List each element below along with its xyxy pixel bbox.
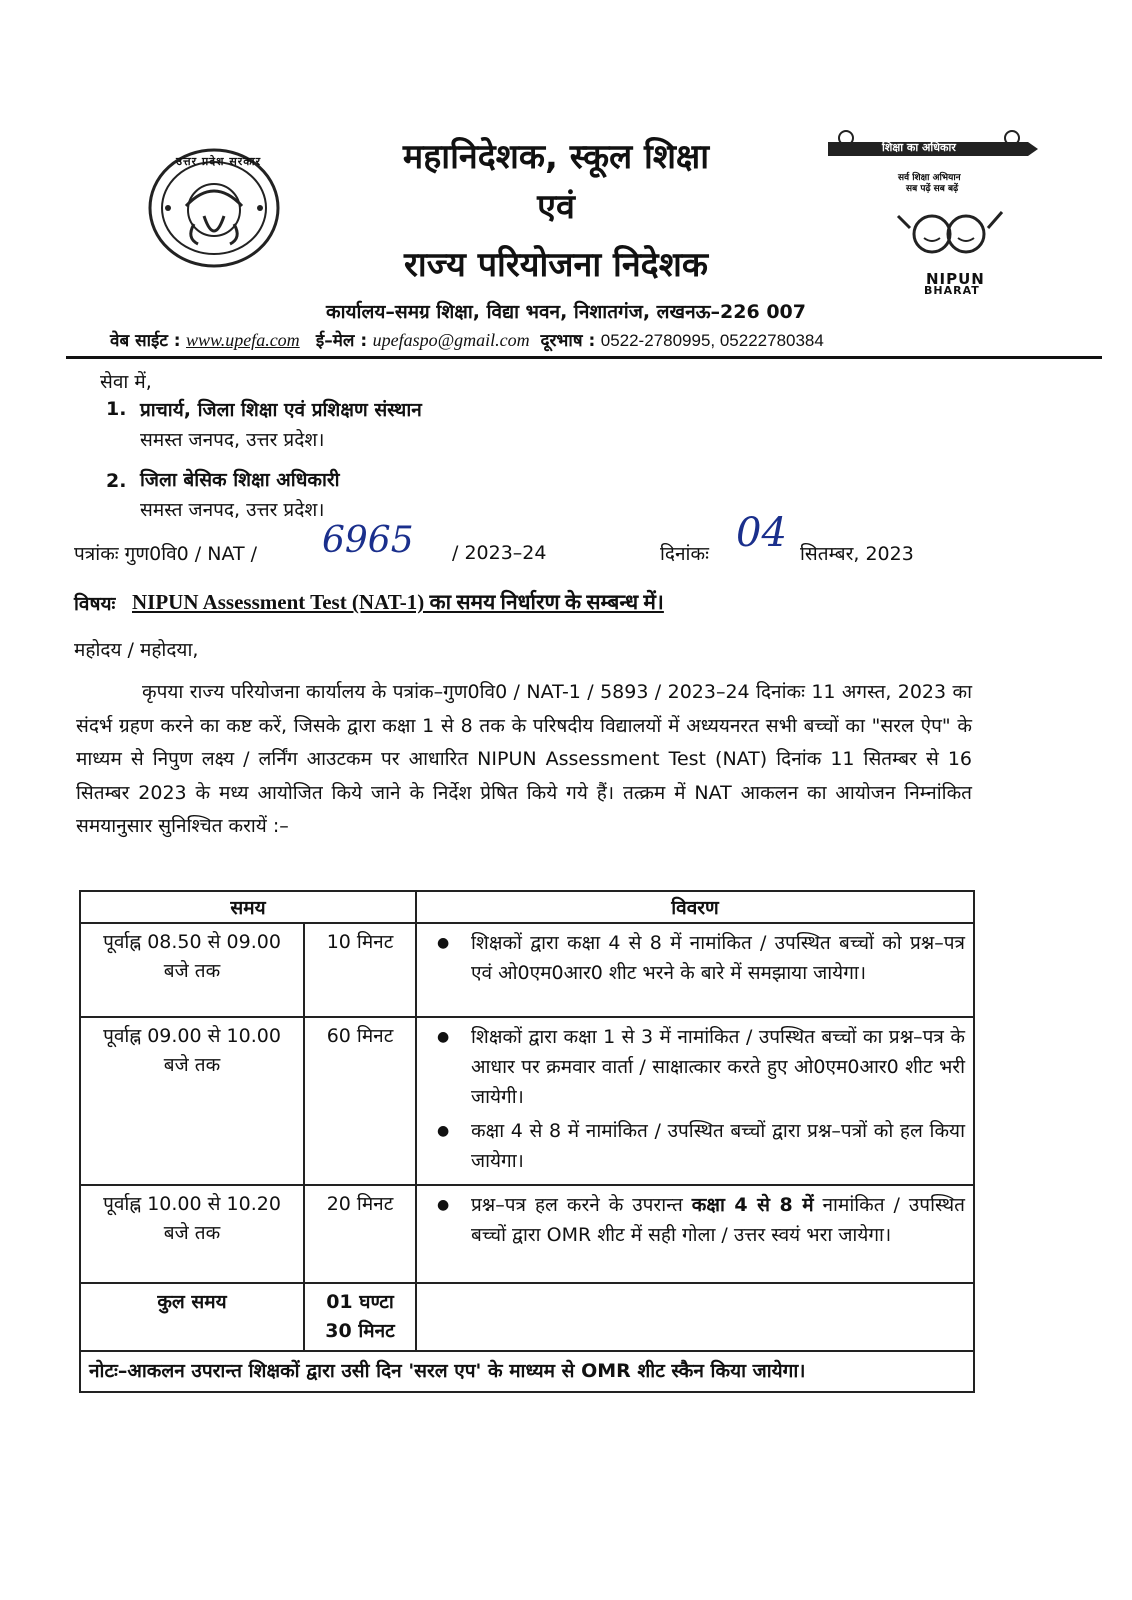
ref-prefix: पत्रांकः गुण0वि0 / NAT / [74, 543, 258, 565]
header-title-line2: एवं [537, 187, 575, 227]
header-description: विवरण [416, 891, 974, 923]
table-row [80, 1185, 974, 1283]
greeting: महोदय / महोदया, [74, 639, 199, 661]
date-day-handwritten: 04 [736, 510, 787, 556]
row-1-description [416, 923, 974, 1017]
ssa-tagline: सब पढ़ें सब बढ़ें [906, 184, 959, 194]
contact-line [110, 328, 824, 351]
ssa-logo-text: सर्व शिक्षा अभियान [898, 173, 961, 183]
row-1-point-1: ● शिक्षकों द्वारा कक्षा 4 से 8 में नामांकित / उपस्थित बच्चों को प्रश्न–पत्र एवं ओ0एम0आर0 शीट भरने के बारे में समझाया जायेगा। [445, 928, 965, 988]
note-row [80, 1351, 974, 1392]
recipient-2-title: जिला बेसिक शिक्षा अधिकारी [140, 469, 340, 491]
subject-text: NIPUN Assessment Test (NAT-1) का समय निर्धारण के सम्बन्ध में। [132, 590, 664, 614]
row-3-point-bold: कक्षा 4 से 8 में [691, 1194, 814, 1216]
bharat-text: BHARAT [924, 284, 980, 297]
subject-label: विषयः [74, 593, 116, 615]
phone-numbers: 0522-2780995, 05222780384 [600, 331, 824, 350]
email-label: ई–मेल : [315, 331, 368, 351]
total-line-2: 30 मिनट [325, 1320, 395, 1342]
row-3-point-1 [445, 1190, 965, 1250]
header-title-line1: महानिदेशक, स्कूल शिक्षा [402, 137, 710, 177]
table-row [80, 923, 974, 1017]
note-text: नोटः–आकलन उपरान्त शिक्षकों द्वारा उसी दिन 'सरल एप' के माध्यम से OMR शीट स्कैन किया जायेगा। [80, 1351, 974, 1392]
website-label: वेब साईट : [110, 331, 181, 351]
row-3-duration: 20 मिनट [304, 1185, 416, 1283]
table-row [80, 1017, 974, 1185]
header-divider [66, 356, 1102, 359]
row-2-time: पूर्वाह्न 09.00 से 10.00 बजे तक [80, 1017, 304, 1185]
row-1-time: पूर्वाह्न 08.50 से 09.00 बजे तक [80, 923, 304, 1017]
row-1-duration: 10 मिनट [304, 923, 416, 1017]
ref-number-handwritten: 6965 [322, 520, 414, 561]
row-3-time: पूर्वाह्न 10.00 से 10.20 बजे तक [80, 1185, 304, 1283]
date-label: दिनांकः [660, 543, 709, 565]
recipient-1-sub: समस्त जनपद, उत्तर प्रदेश। [140, 429, 325, 451]
recipient-1-title: प्राचार्य, जिला शिक्षा एवं प्रशिक्षण संस्थान [140, 399, 422, 421]
ref-suffix: / 2023–24 [452, 542, 547, 564]
total-label: कुल समय [80, 1283, 304, 1351]
office-address: कार्यालय–समग्र शिक्षा, विद्या भवन, निशातगंज, लखनऊ–226 007 [326, 301, 806, 323]
total-row [80, 1283, 974, 1351]
row-2-description [416, 1017, 974, 1185]
header-time: समय [80, 891, 416, 923]
nipun-text: NIPUN [926, 270, 985, 288]
rte-logo-text: शिक्षा का अधिकार [882, 141, 956, 154]
recipient-2-num: 2. [106, 470, 127, 492]
header-title-line3: राज्य परियोजना निदेशक [404, 245, 708, 285]
date-rest: सितम्बर, 2023 [800, 543, 914, 565]
recipient-2-sub: समस्त जनपद, उत्तर प्रदेश। [140, 499, 325, 521]
row-3-point-pre: प्रश्न–पत्र हल करने के उपरान्त [471, 1194, 683, 1216]
row-2-point-1: ● शिक्षकों द्वारा कक्षा 1 से 3 में नामांकित / उपस्थित बच्चों का प्रश्न–पत्र के आधार पर क्रमवार वार्ता / साक्षात्कार करते हुए ओ0एम0आर0 शीट भरी जायेगी। [445, 1022, 965, 1112]
table-header-row [80, 891, 974, 923]
recipient-1-num: 1. [106, 398, 127, 420]
schedule-table [79, 890, 975, 1393]
row-2-duration: 60 मिनट [304, 1017, 416, 1185]
emblem-caption: उत्तर प्रदेश सरकार [176, 155, 262, 168]
total-duration [304, 1283, 416, 1351]
phone-label: दूरभाष : [540, 331, 596, 351]
email-link[interactable]: upefaspo@gmail.com [372, 330, 530, 350]
body-paragraph: कृपया राज्य परियोजना कार्यालय के पत्रांक–गुण0वि0 / NAT-1 / 5893 / 2023–24 दिनांकः 11 अगस्त, 2023 का संदर्भ ग्रहण करने का कष्ट करें, जिसके द्वारा कक्षा 1 से 8 तक के परिषदीय विद्यालयों में अध्ययनरत सभी बच्चों का "सरल ऐप" के माध्यम से निपुण लक्ष्य / लर्निंग आउटकम पर आधारित NIPUN Assessment Test (NAT) दिनांक 11 सितम्बर से 16 सितम्बर 2023 के मध्य आयोजित किये जाने के निर्देश प्रेषित किये गये हैं। तत्क्रम में NAT आकलन का आयोजन निम्नांकित समयानुसार सुनिश्चित करायें :– [76, 681, 972, 837]
total-empty-cell [416, 1283, 974, 1351]
row-3-point-post: नामांकित / उपस्थित बच्चों द्वारा OMR शीट में सही गोला / उत्तर स्वयं भरा जायेगा। [471, 1194, 965, 1246]
row-2-point-2: ● कक्षा 4 से 8 में नामांकित / उपस्थित बच्चों द्वारा प्रश्न–पत्रों को हल किया जायेगा। [445, 1116, 965, 1176]
salutation-to: सेवा में, [100, 371, 152, 393]
total-line-1: 01 घण्टा [326, 1291, 394, 1313]
row-3-description [416, 1185, 974, 1283]
website-link[interactable]: www.upefa.com [186, 330, 300, 350]
